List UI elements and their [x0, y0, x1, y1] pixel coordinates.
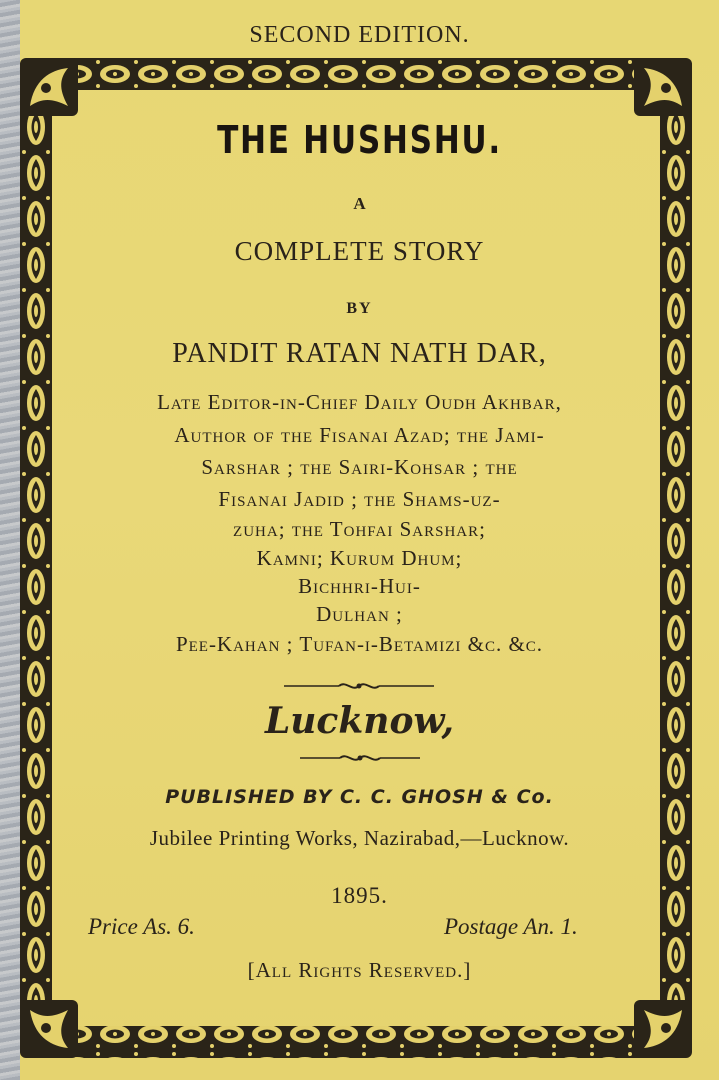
credential-line: Late Editor-in-Chief Daily Oudh Akhbar,	[157, 390, 562, 414]
book-title: THE HUSHSHU.	[217, 118, 502, 162]
publication-year: 1895.	[331, 883, 388, 908]
postage-label: Postage An. 1.	[444, 914, 578, 939]
credential-line: Author of the Fisanai Azad; the Jami-	[174, 423, 545, 447]
credential-line: Kamni; Kurum Dhum;	[256, 546, 463, 570]
ornament-divider-bottom	[300, 752, 420, 764]
credential-line: Fisanai Jadid ; the Shams-uz-	[218, 487, 501, 511]
credential-line: Pee-Kahan ; Tufan-i-Betamizi &c. &c.	[175, 632, 544, 656]
edition-label: SECOND EDITION.	[249, 22, 470, 48]
article-a: A	[353, 194, 366, 213]
credential-line: Sarshar ; the Sairi-Kohsar ; the	[201, 455, 518, 479]
credential-line: Bichhri-Hui-	[298, 574, 421, 598]
ornament-divider-top	[284, 680, 434, 692]
credential-line: Dulhan ;	[316, 602, 403, 626]
rights-notice: [All Rights Reserved.]	[247, 958, 472, 982]
by-label: BY	[346, 300, 373, 317]
credential-line: zuha; the Tohfai Sarshar;	[233, 517, 486, 541]
publisher-line: PUBLISHED BY C. C. GHOSH & Co.	[165, 786, 554, 808]
author-name: PANDIT RATAN NATH DAR,	[172, 338, 547, 369]
city-name: Lucknow,	[264, 700, 455, 742]
press-line: Jubilee Printing Works, Nazirabad,—Lucknow.	[149, 826, 570, 850]
price-label: Price As. 6.	[88, 914, 195, 939]
subtitle: COMPLETE STORY	[234, 236, 485, 266]
